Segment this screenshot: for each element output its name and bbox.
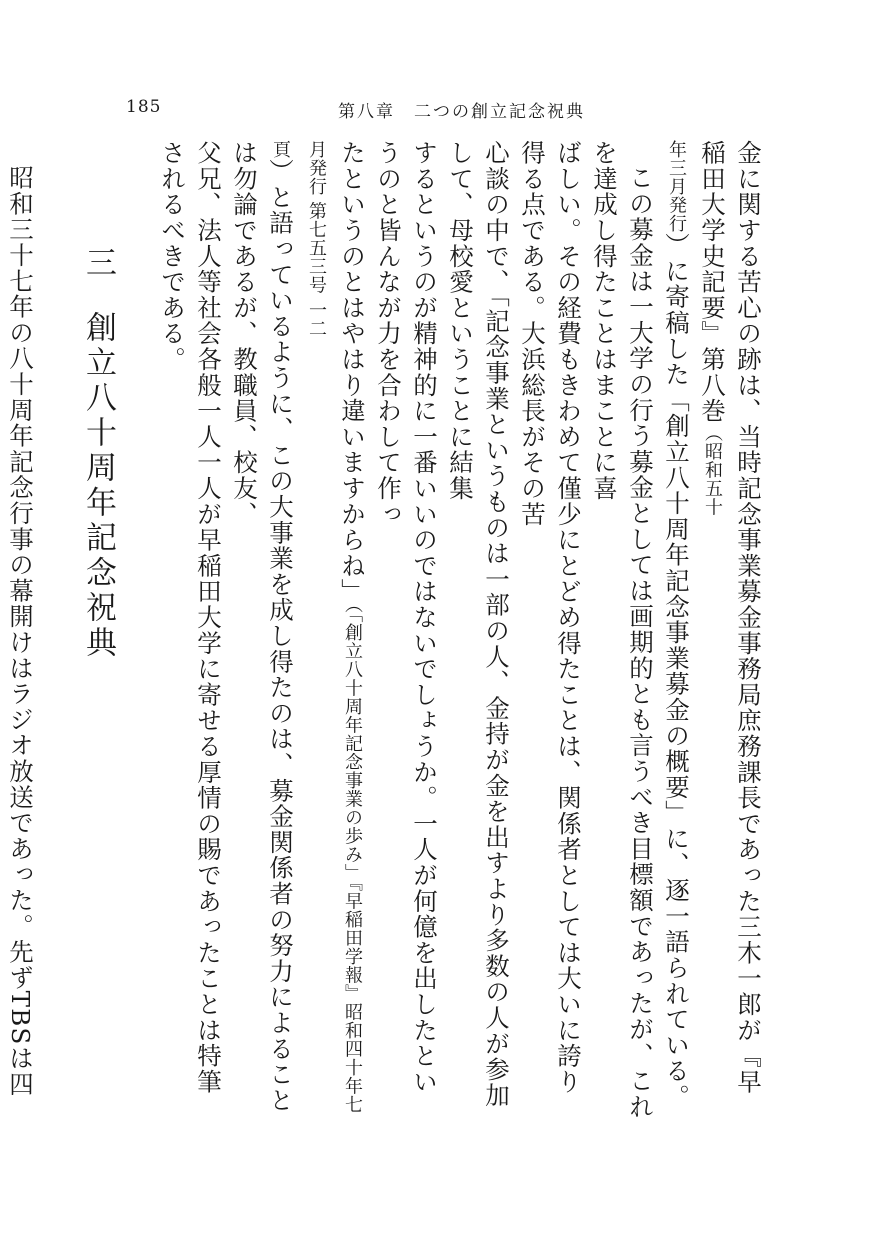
- text-run: たというのとはやはり違いますからね」: [338, 140, 367, 605]
- paragraph-1: [658, 140, 766, 1120]
- text-line: この募金は一大学の行う募金としては画期的とも言うべき目標額であったが、これを達成し得たことはまことに喜: [590, 140, 655, 1120]
- text-line: [658, 140, 694, 1120]
- text-line: 心談の中で、「記念事業というものは一部の人、金持が金を出すより多数の人が参加して、母校愛ということに結集: [446, 140, 511, 1109]
- vertical-body-text: [6, 140, 766, 1120]
- text-line: ばしい。その経費もきわめて僅少にとどめ得たことは、関係者としては大いに誇り得る点である。大浜総長がその苦: [518, 140, 583, 1095]
- running-head: 第八章 二つの創立記念祝典: [338, 102, 585, 122]
- inline-note: （「創立八十周年記念事業の歩み」『早稲田学報』昭和四十年七月発行 第七五三号 一二: [306, 140, 363, 1114]
- inline-note: 頁: [270, 140, 291, 159]
- text-line: 昭和三十七年の八十周年記念行事の幕開けはラジオ放送であった。先ずTBSは四: [6, 164, 35, 1097]
- text-line: [694, 140, 766, 1120]
- text-line: するというのが精神的に一番いいのではないでしょうか。一人が何億を出したというのと皆んなが力を合わして作っ: [374, 140, 439, 1095]
- text-run: ）に寄稿した「創立八十周年記念事業募金の概要」に、逐一語られている。: [662, 232, 691, 1110]
- paragraph-2: [154, 140, 658, 1120]
- text-line: [226, 140, 298, 1120]
- text-run: 金に関する苦心の跡は、当時記念事業募金事務局庶務課長であった三木一郎が『早稲田大学史記要』第八巻: [698, 140, 763, 1095]
- text-run: ）と語っているように、この大事業を成し得たのは、募金関係者の努力によることは勿論であるが、教職員、校友、: [230, 140, 295, 1114]
- section-title: 創立八十周年記念祝典: [80, 311, 116, 661]
- section-number: 三: [80, 246, 116, 281]
- text-line: [298, 140, 370, 1120]
- section-heading: [78, 140, 118, 1120]
- page-number: 185: [126, 97, 162, 117]
- inline-note: （昭和五十: [702, 423, 723, 517]
- text-line: 父兄、法人等社会各般一人一人が早稲田大学に寄せる厚情の賜であったことは特筆されるべきである。: [158, 140, 223, 1095]
- paragraph-3: [0, 140, 38, 1120]
- inline-note: 年三月発行: [666, 140, 687, 233]
